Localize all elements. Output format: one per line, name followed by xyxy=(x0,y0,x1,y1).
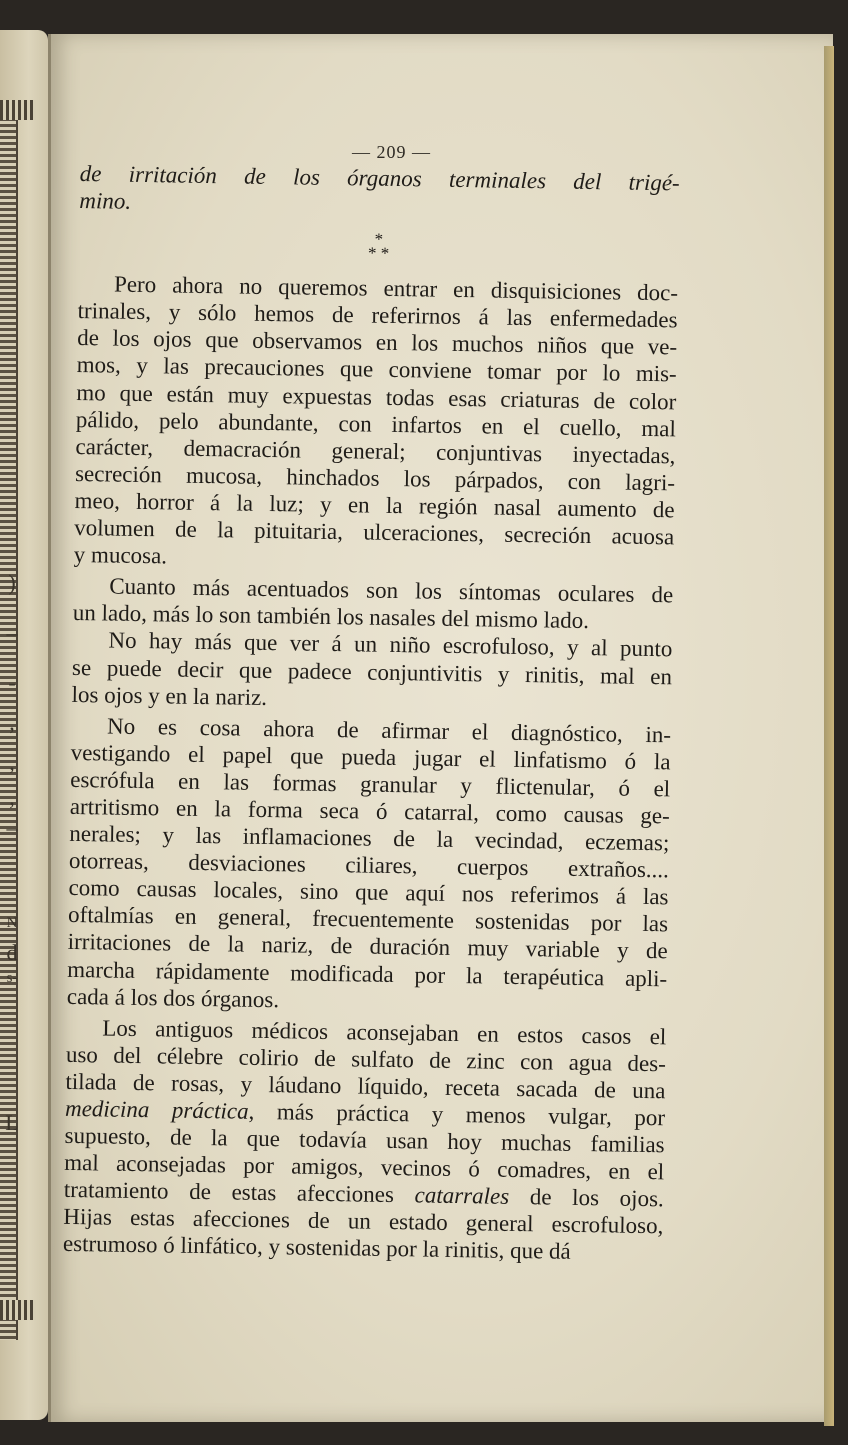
text-line: secreción mucosa, hinchados los párpados, con lagri- xyxy=(74,460,676,496)
text-line: de irritación de los órganos terminales del trigé- xyxy=(79,160,680,196)
paragraph xyxy=(73,572,674,636)
margin-fragment: L xyxy=(5,1110,19,1135)
text-line: marcha rápidamente modificada por la terapéutica apli- xyxy=(67,956,668,991)
margin-fragment: ) xyxy=(8,570,16,595)
text-line: No hay más que ver á un niño escrofuloso, y al punto xyxy=(108,627,673,662)
text-line: de los ojos que observamos en los muchos niños que ve- xyxy=(77,325,678,360)
margin-fragment: - xyxy=(8,670,16,695)
margin-fragment: d xyxy=(6,940,18,965)
border-ornament-cap-bottom xyxy=(0,1300,36,1320)
text-line: se puede decir que padece conjuntivitis y rinitis, mal en xyxy=(71,654,673,689)
text-line: uso del célebre colirio de sulfato de zinc con agua des- xyxy=(65,1041,667,1077)
text-line: tilada de rosas, y láudano líquido, receta sacada de una xyxy=(65,1068,666,1104)
text-line: estrumoso ó linfático, y sostenidas por la rinitis, que dá xyxy=(62,1231,571,1265)
text-line: oftalmías en general, frecuentemente sostenidas por las xyxy=(67,902,669,937)
asterism-bottom: * * xyxy=(367,243,390,264)
text-line: cada á los dos órganos. xyxy=(66,983,280,1012)
text-line: mo que están muy expuestas todas esas criaturas de color xyxy=(76,379,677,414)
text-line: pálido, pelo abundante, con infartos en el cuello, mal xyxy=(75,406,677,442)
body-text xyxy=(63,160,680,1267)
margin-fragment: – xyxy=(6,815,18,840)
text-line: tratamiento de estas afecciones catarrales de los ojos. xyxy=(63,1177,664,1212)
text-line: otorreas, desviaciones ciliares, cuerpos extraños.... xyxy=(68,848,670,883)
text-line: mal aconsejadas por amigos, vecinos ó comadres, en el xyxy=(64,1150,665,1185)
text-line: Los antiguos médicos aconsejaban en estos casos el xyxy=(102,1015,667,1050)
text-line: y mucosa. xyxy=(73,542,168,569)
text-line: nerales; y las inflamaciones de la vecindad, eczemas; xyxy=(69,820,670,856)
text-line: Cuanto más acentuados son los síntomas oculares de xyxy=(109,573,674,608)
asterism-top: * xyxy=(374,229,384,249)
text-line: supuesto, de la que todavía usan hoy muchas familias xyxy=(64,1122,665,1158)
text-line: carácter, demacración general; conjuntivas inyectadas, xyxy=(75,433,676,469)
text-line: vestigando el papel que pueda jugar el linfatismo ó la xyxy=(70,739,671,775)
page-number: — 209 — xyxy=(352,142,431,162)
facing-page-edge xyxy=(0,30,48,1420)
paragraph xyxy=(71,626,672,717)
text-line: artritismo en la forma seca ó catarral, como causas ge- xyxy=(69,793,670,829)
text-line: No es cosa ahora de afirmar el diagnóstico, in- xyxy=(106,713,672,748)
asterism-divider xyxy=(78,214,679,279)
text-line: mino. xyxy=(79,188,132,214)
paragraph xyxy=(74,270,679,577)
text-line: trinales, y sólo hemos de referirnos á las enfermedades xyxy=(77,298,678,333)
text-line: Hijas estas afecciones de un estado general escrofuloso, xyxy=(63,1204,664,1239)
text-line: un lado, más lo son también los nasales del mismo lado. xyxy=(72,600,590,634)
text-line: medicina práctica, más práctica y menos vulgar, por xyxy=(64,1095,666,1131)
page-edge-right xyxy=(824,46,834,1426)
margin-fragment: , xyxy=(9,750,15,775)
text-line: Pero ahora no queremos entrar en disquisiciones doc- xyxy=(113,271,679,306)
margin-fragment: s- xyxy=(6,970,18,986)
text-line: volumen de la pituitaria, ulceraciones, secreción acuosa xyxy=(74,514,675,550)
text-line: irritaciones de la nariz, de duración muy variable y de xyxy=(67,929,668,964)
text-line: los ojos y en la nariz. xyxy=(71,681,268,710)
text-line: como causas locales, sino que aquí nos referimos á las xyxy=(68,875,669,910)
text-line: meo, horror á la luz; y en la región nasal aumento de xyxy=(74,487,675,523)
margin-fragment: N xyxy=(6,915,18,931)
margin-fragment: – xyxy=(6,620,18,645)
paragraph xyxy=(67,712,672,1019)
margin-fragment: , xyxy=(9,785,15,810)
border-ornament-cap-top xyxy=(0,100,36,120)
margin-fragment: , xyxy=(9,710,15,735)
paragraph xyxy=(63,1014,667,1267)
text-line: escrófula en las formas granular y flictenular, ó el xyxy=(70,766,671,802)
text-line: mos, y las precauciones que conviene tomar por lo mis- xyxy=(76,352,677,387)
